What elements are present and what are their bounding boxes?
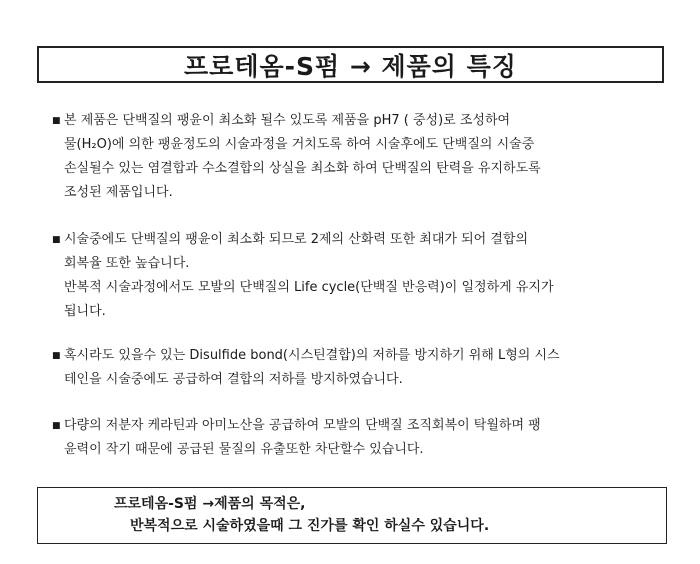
feature-line: 본 제품은 단백질의 팽윤이 최소화 될수 있도록 제품을 pH7 ( 중성)로 조성하여 — [64, 113, 511, 128]
bullet-icon: ■ — [52, 351, 61, 361]
feature-list — [52, 109, 662, 462]
feature-line: 다량의 저분자 케라틴과 아미노산을 공급하여 모발의 단백질 조직회복이 탁월하며 팽 — [64, 418, 541, 433]
feature-line: 윤력이 작기 때문에 공급된 물질의 유출또한 차단할수 있습니다. — [64, 442, 424, 457]
feature-line: 반복적 시술과정에서도 모발의 단백질의 Life cycle(단백질 반응력)이 일정하게 유지가 — [64, 280, 554, 295]
page-title: 프로테옴-S펌 → 제품의 특징 — [37, 46, 664, 83]
purpose-box — [37, 487, 667, 544]
purpose-statement: 반복적으로 시술하였을때 그 진가를 확인 하실수 있습니다. — [130, 518, 490, 534]
bullet-icon: ■ — [52, 421, 61, 431]
feature-line: 조성된 제품입니다. — [64, 185, 173, 200]
feature-paragraph-4 — [52, 414, 662, 462]
feature-line: 테인을 시술중에도 공급하여 결합의 저하를 방지하였습니다. — [64, 372, 403, 387]
feature-paragraph-2 — [52, 228, 662, 324]
feature-line: 됩니다. — [64, 304, 106, 319]
bullet-icon: ■ — [52, 235, 61, 245]
feature-line: 물(H₂O)에 의한 팽윤정도의 시술과정을 거치도록 하여 시술후에도 단백질의 시술중 — [64, 137, 535, 152]
feature-line: 혹시라도 있을수 있는 Disulfide bond(시스틴결합)의 저하를 방지하기 위해 L형의 시스 — [64, 348, 560, 363]
feature-line: 시술중에도 단백질의 팽윤이 최소화 되므로 2제의 산화력 또한 최대가 되어 결합의 — [64, 232, 529, 247]
bullet-icon: ■ — [52, 116, 61, 126]
feature-paragraph-1 — [52, 109, 662, 205]
feature-paragraph-3 — [52, 344, 662, 392]
purpose-heading: 프로테옴-S펌 →제품의 목적은, — [114, 496, 306, 512]
feature-line: 회복율 또한 높습니다. — [64, 256, 190, 271]
feature-line: 손실될수 있는 염결합과 수소결합의 상실을 최소화 하여 단백질의 탄력을 유지하도록 — [64, 161, 541, 176]
